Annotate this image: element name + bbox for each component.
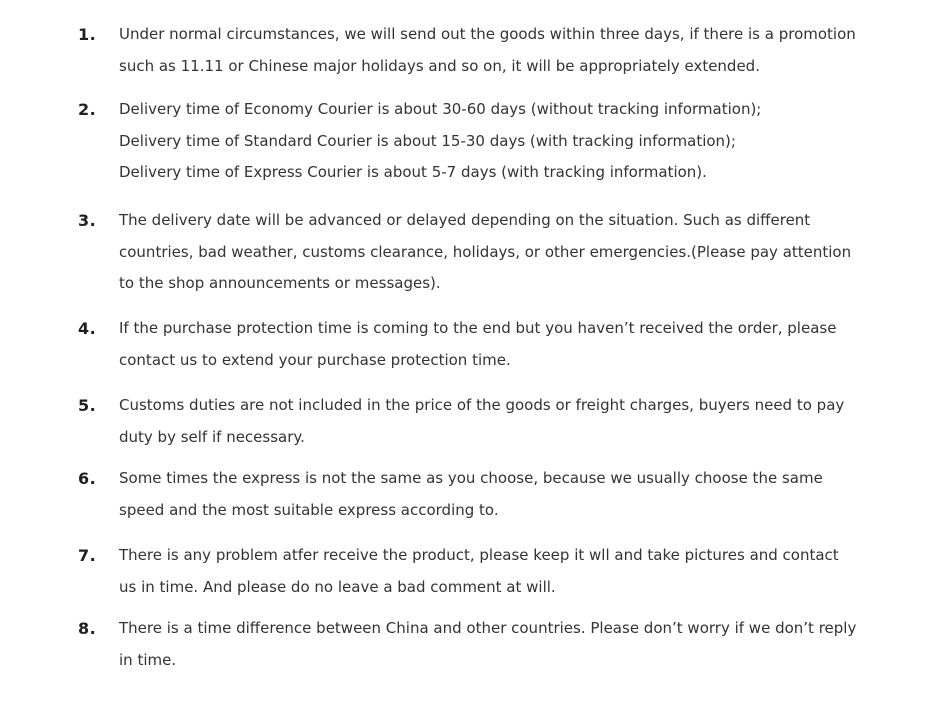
item-text bbox=[119, 19, 859, 82]
item-line: us in time. And please do no leave a bad comment at will. bbox=[119, 577, 556, 596]
item-number: 7. bbox=[78, 546, 97, 565]
item-text bbox=[119, 613, 859, 676]
item-text bbox=[119, 463, 859, 526]
item-line: speed and the most suitable express according to. bbox=[119, 500, 499, 519]
item-line: Delivery time of Economy Courier is about 30-60 days (without tracking information); bbox=[119, 100, 762, 118]
item-number: 6. bbox=[78, 469, 97, 488]
item-text bbox=[119, 205, 859, 300]
item-line: Customs duties are not included in the price of the goods or freight charges, buyers need to pay bbox=[119, 396, 845, 414]
item-number: 8. bbox=[78, 619, 97, 638]
item-text bbox=[119, 313, 859, 376]
item-line: Delivery time of Express Courier is about 5-7 days (with tracking information). bbox=[119, 163, 707, 181]
item-number: 5. bbox=[78, 396, 97, 415]
item-text bbox=[119, 540, 859, 603]
item-line: There is a time difference between China and other countries. Please don’t worry if we don’t reply bbox=[119, 619, 857, 637]
item-text bbox=[119, 94, 859, 189]
item-line: Delivery time of Standard Courier is about 15-30 days (with tracking information); bbox=[119, 131, 736, 150]
item-number: 3. bbox=[78, 211, 97, 230]
item-line: The delivery date will be advanced or delayed depending on the situation. Such as different bbox=[119, 211, 811, 229]
item-line: contact us to extend your purchase protection time. bbox=[119, 350, 511, 369]
item-line: Some times the express is not the same as you choose, because we usually choose the same bbox=[119, 469, 823, 487]
item-line: countries, bad weather, customs clearance, holidays, or other emergencies.(Please pay attention bbox=[119, 242, 852, 261]
item-line: There is any problem atfer receive the product, please keep it wll and take pictures and contact bbox=[119, 546, 839, 564]
item-number: 1. bbox=[78, 25, 97, 44]
item-line: duty by self if necessary. bbox=[119, 427, 305, 446]
item-number: 2. bbox=[78, 100, 97, 119]
item-number: 4. bbox=[78, 319, 97, 338]
item-line: in time. bbox=[119, 650, 177, 669]
item-line: such as 11.11 or Chinese major holidays and so on, it will be appropriately extended. bbox=[119, 56, 760, 75]
item-line: to the shop announcements or messages). bbox=[119, 274, 441, 292]
item-line: Under normal circumstances, we will send out the goods within three days, if there is a promotion bbox=[119, 25, 856, 43]
item-line: If the purchase protection time is coming to the end but you haven’t received the order, please bbox=[119, 319, 837, 337]
item-text bbox=[119, 390, 859, 453]
